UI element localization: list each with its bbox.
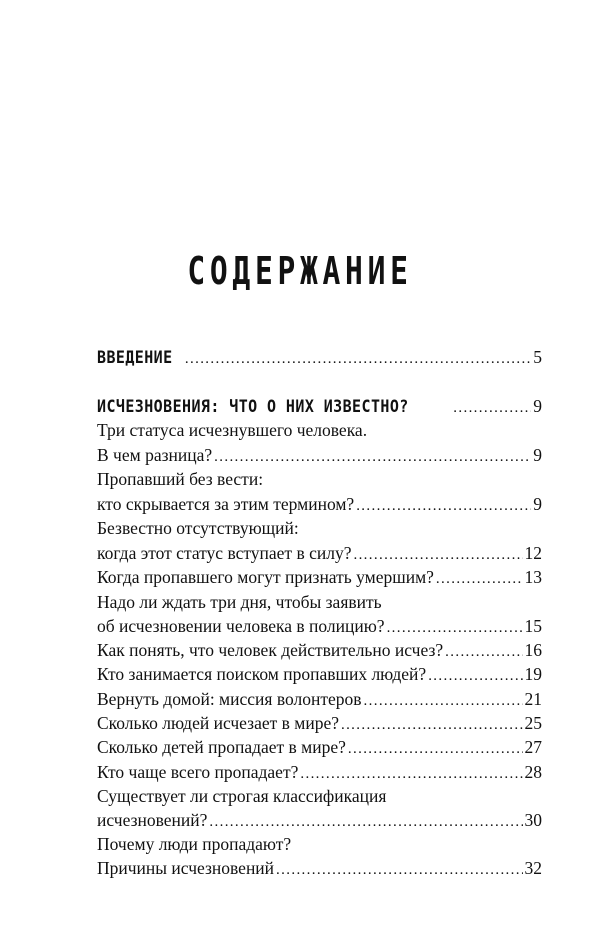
toc-entry-line — [97, 614, 542, 640]
toc-entry-title: Кто чаще всего пропадает? — [97, 762, 299, 782]
dot-leader — [436, 567, 523, 591]
toc-entry-title: Кто занимается поиском пропавших людей? — [97, 664, 427, 684]
toc-section-line — [97, 394, 542, 420]
dot-leader — [276, 858, 522, 882]
toc-section-line — [97, 345, 542, 371]
toc-entry-line — [97, 711, 542, 737]
toc-page-number: 19 — [524, 664, 542, 684]
toc-entry-line — [97, 735, 542, 761]
toc-entry-line — [97, 760, 542, 786]
dot-leader — [300, 762, 522, 786]
toc-entry-line — [97, 418, 542, 442]
toc-entry-line — [97, 516, 542, 540]
toc-entry-title: Сколько детей пропадает в мире? — [97, 737, 346, 757]
toc-entry-line — [97, 590, 542, 614]
toc-entry-line — [97, 467, 542, 491]
toc-entry-line — [97, 638, 542, 664]
toc-page-number: 30 — [524, 810, 542, 830]
toc-entry-line — [97, 565, 542, 591]
toc-entry-line — [97, 541, 542, 567]
toc-entry-title: кто скрывается за этим термином? — [97, 494, 355, 514]
page-title: СОДЕРЖАНИЕ — [187, 249, 413, 293]
toc-page-number: 32 — [524, 858, 542, 878]
toc-entry-title: Причины исчезновений — [97, 858, 275, 878]
toc-entry-title: Существует ли строгая классификация — [97, 786, 387, 806]
dot-leader — [356, 494, 531, 518]
toc-entry-title: Сколько людей исчезает в мире? — [97, 713, 339, 733]
toc-page-number: 25 — [524, 713, 542, 733]
toc-page-number: 9 — [533, 396, 542, 416]
dot-leader — [453, 396, 531, 420]
dot-leader — [348, 737, 523, 761]
toc-entry-line — [97, 492, 542, 518]
toc-entry-line — [97, 443, 542, 469]
toc-page-number: 27 — [524, 737, 542, 757]
dot-leader — [214, 445, 531, 469]
toc-entry-title: Пропавший без вести: — [97, 469, 264, 489]
toc-entry-line — [97, 832, 542, 856]
toc-page-number: 12 — [524, 543, 542, 563]
toc-entry-title: когда этот статус вступает в силу? — [97, 543, 352, 563]
toc-entry-title: ВВЕДЕНИЕ — [97, 348, 173, 368]
dot-leader — [185, 347, 531, 371]
toc-entry-line — [97, 808, 542, 834]
dot-leader — [428, 664, 522, 688]
dot-leader — [364, 689, 523, 713]
toc-page-number: 16 — [524, 640, 542, 660]
toc-entry-line — [97, 856, 542, 882]
toc-page-number: 13 — [524, 567, 542, 587]
dot-leader — [341, 713, 523, 737]
toc-entry-title: Три статуса исчезнувшего человека. — [97, 420, 368, 440]
toc-entry-title: Вернуть домой: миссия волонтеров — [97, 689, 362, 709]
toc-entry-title: Как понять, что человек действительно исчез? — [97, 640, 444, 660]
toc-entry-title: Почему люди пропадают? — [97, 834, 292, 854]
toc-page-number: 15 — [524, 616, 542, 636]
dot-leader — [445, 640, 522, 664]
toc-page-number: 21 — [524, 689, 542, 709]
toc-page-number: 9 — [533, 445, 542, 465]
toc-entry-title: исчезновений? — [97, 810, 208, 830]
toc-entry-line — [97, 784, 542, 808]
dot-leader — [209, 810, 522, 834]
toc-entry-title: ИСЧЕЗНОВЕНИЯ: ЧТО О НИХ ИЗВЕСТНО? — [97, 397, 409, 417]
toc-entry-title: Когда пропавшего могут признать умершим? — [97, 567, 434, 587]
toc-page-number: 9 — [533, 494, 542, 514]
toc-entry-line — [97, 662, 542, 688]
dot-leader — [353, 543, 522, 567]
toc-entry-title: В чем разница? — [97, 445, 213, 465]
toc-entry-title: Надо ли ждать три дня, чтобы заявить — [97, 592, 382, 612]
dot-leader — [387, 616, 523, 640]
toc-page-number: 5 — [533, 347, 542, 367]
toc-entry-title: об исчезновении человека в полицию? — [97, 616, 385, 636]
toc-page-number: 28 — [524, 762, 542, 782]
toc-entry-title: Безвестно отсутствующий: — [97, 518, 299, 538]
toc-entry-line — [97, 687, 542, 713]
